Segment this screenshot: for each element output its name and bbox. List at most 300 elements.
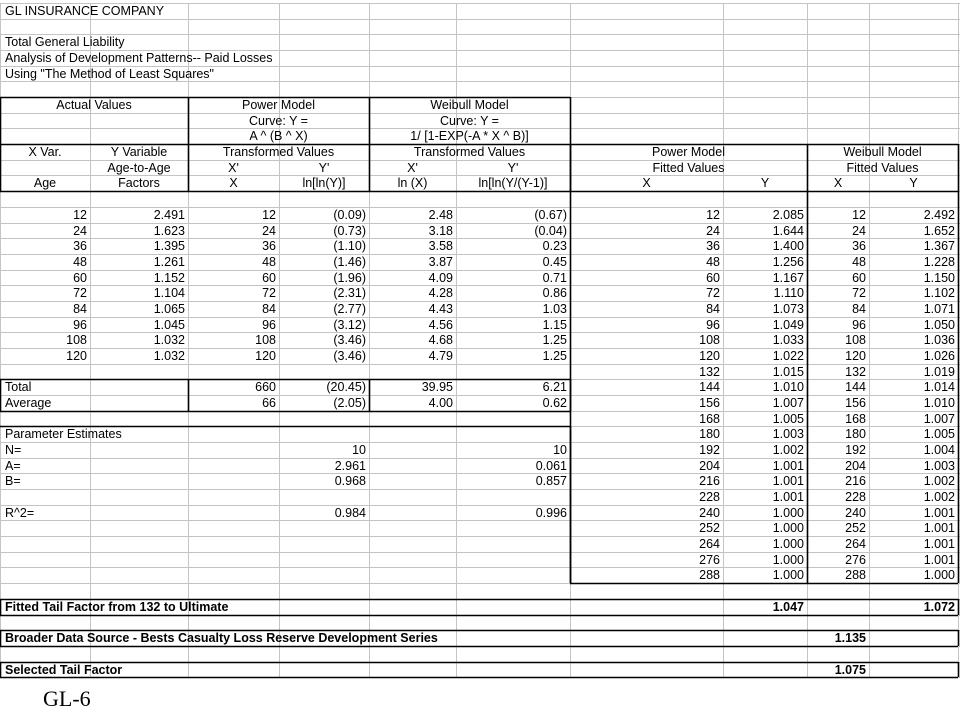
fitted-cell-text: 1.014 bbox=[923, 380, 955, 395]
parameter-power-value bbox=[279, 474, 369, 489]
header-power-model bbox=[188, 98, 369, 113]
fitted-cell-text: 1.071 bbox=[923, 302, 955, 317]
fitted-tail-power bbox=[723, 600, 807, 615]
fitted-cell bbox=[807, 380, 869, 395]
fitted-cell-text: 1.002 bbox=[923, 490, 955, 505]
fitted-cell bbox=[807, 521, 869, 536]
data-cell bbox=[188, 239, 279, 254]
fitted-cell-text: 168 bbox=[845, 411, 866, 426]
fitted-cell-text: 252 bbox=[845, 521, 866, 536]
fitted-cell bbox=[807, 537, 869, 552]
data-cell bbox=[188, 224, 279, 238]
report-title-2-text: Analysis of Development Patterns-- Paid Losses bbox=[5, 51, 273, 66]
fitted-cell-text: 240 bbox=[845, 505, 866, 520]
fitted-cell-text: 276 bbox=[699, 552, 720, 567]
data-cell bbox=[90, 349, 188, 364]
data-cell bbox=[456, 224, 570, 238]
fitted-cell bbox=[570, 537, 723, 552]
data-cell bbox=[188, 349, 279, 364]
data-cell-text: 0.86 bbox=[542, 286, 567, 301]
fitted-cell-text: 1.000 bbox=[772, 552, 804, 567]
data-cell-text: 120 bbox=[255, 349, 276, 364]
average-value-text: 0.62 bbox=[542, 396, 567, 411]
header-power-fitted-values-text: Fitted Values bbox=[652, 160, 725, 175]
data-cell bbox=[369, 208, 456, 223]
fitted-cell-text: 204 bbox=[699, 458, 720, 473]
data-cell-text: 60 bbox=[73, 270, 87, 285]
fitted-cell-text: 1.001 bbox=[772, 490, 804, 505]
broader-data-value bbox=[807, 631, 869, 646]
average-value bbox=[456, 396, 570, 411]
fitted-cell bbox=[570, 396, 723, 411]
header-factors-text: Factors bbox=[118, 176, 160, 191]
fitted-cell-text: 1.007 bbox=[772, 396, 804, 411]
data-cell bbox=[188, 286, 279, 301]
header-power-x-prime bbox=[188, 161, 279, 175]
average-value-text: 4.00 bbox=[428, 396, 453, 411]
fitted-cell bbox=[869, 239, 958, 254]
fitted-cell bbox=[723, 537, 807, 552]
fitted-cell bbox=[807, 459, 869, 473]
fitted-cell-text: 288 bbox=[845, 568, 866, 583]
fitted-cell-text: 36 bbox=[706, 239, 720, 254]
fitted-cell-text: 216 bbox=[699, 474, 720, 489]
data-cell-text: 120 bbox=[66, 349, 87, 364]
fitted-cell bbox=[723, 474, 807, 489]
fitted-cell bbox=[869, 302, 958, 317]
data-cell-text: (3.46) bbox=[333, 349, 366, 364]
data-cell-text: 3.87 bbox=[428, 255, 453, 270]
data-cell bbox=[0, 239, 90, 254]
company-name-text: GL INSURANCE COMPANY bbox=[5, 4, 165, 19]
header-weibull-model-text: Weibull Model bbox=[430, 98, 509, 113]
data-cell-text: 4.68 bbox=[428, 333, 453, 348]
data-cell-text: 36 bbox=[262, 239, 276, 254]
data-cell bbox=[0, 318, 90, 332]
broader-data-value-text: 1.135 bbox=[834, 631, 866, 646]
data-cell-text: 2.491 bbox=[153, 208, 185, 223]
fitted-cell-text: 1.400 bbox=[772, 239, 804, 254]
fitted-cell bbox=[570, 349, 723, 364]
fitted-cell-text: 1.652 bbox=[923, 223, 955, 238]
fitted-cell-text: 1.110 bbox=[773, 286, 804, 301]
fitted-cell bbox=[869, 459, 958, 473]
average-value bbox=[369, 396, 456, 411]
fitted-cell bbox=[723, 412, 807, 426]
parameter-power-value bbox=[279, 506, 369, 520]
fitted-cell-text: 156 bbox=[699, 396, 720, 411]
header-age-to-age bbox=[90, 161, 188, 175]
fitted-cell-text: 180 bbox=[699, 427, 720, 442]
fitted-cell bbox=[570, 286, 723, 301]
data-cell bbox=[456, 318, 570, 332]
data-cell-text: 4.79 bbox=[428, 349, 453, 364]
header-power-y-prime bbox=[279, 161, 369, 175]
fitted-cell-text: 1.001 bbox=[923, 505, 955, 520]
parameter-label bbox=[0, 474, 188, 489]
data-cell-text: 1.25 bbox=[542, 349, 567, 364]
fitted-cell-text: 1.036 bbox=[923, 333, 955, 348]
parameter-weibull-value bbox=[456, 474, 570, 489]
fitted-cell bbox=[723, 427, 807, 442]
selected-tail-value-text: 1.075 bbox=[834, 662, 866, 677]
fitted-cell-text: 1.073 bbox=[772, 302, 804, 317]
data-cell-text: (1.96) bbox=[333, 270, 366, 285]
data-cell-text: (0.04) bbox=[534, 223, 567, 238]
total-value bbox=[369, 380, 456, 395]
fitted-cell bbox=[570, 302, 723, 317]
parameter-power-value-text: 0.984 bbox=[334, 505, 366, 520]
fitted-cell-text: 36 bbox=[852, 239, 866, 254]
data-cell-text: 1.104 bbox=[153, 286, 185, 301]
fitted-cell bbox=[869, 396, 958, 411]
header-power-lnln-text: ln[ln(Y)] bbox=[302, 176, 346, 191]
fitted-cell-text: 1.002 bbox=[772, 443, 804, 458]
header-fitted-weibull-model-text: Weibull Model bbox=[843, 145, 922, 160]
data-cell-text: 36 bbox=[73, 239, 87, 254]
data-cell-text: 1.032 bbox=[153, 349, 185, 364]
fitted-cell-text: 84 bbox=[852, 302, 866, 317]
fitted-cell bbox=[807, 255, 869, 270]
average-label-text: Average bbox=[5, 396, 52, 411]
fitted-cell bbox=[570, 333, 723, 348]
data-cell bbox=[369, 255, 456, 270]
data-cell-text: 4.43 bbox=[428, 302, 453, 317]
data-cell-text: 1.032 bbox=[153, 333, 185, 348]
data-cell bbox=[0, 271, 90, 285]
fitted-cell-text: 60 bbox=[852, 270, 866, 285]
fitted-cell bbox=[723, 255, 807, 270]
fitted-cell-text: 1.005 bbox=[772, 411, 804, 426]
fitted-cell-text: 1.050 bbox=[923, 317, 955, 332]
fitted-cell bbox=[807, 365, 869, 379]
data-cell-text: 48 bbox=[73, 255, 87, 270]
data-cell bbox=[279, 333, 369, 348]
header-power-curve bbox=[188, 114, 369, 128]
fitted-cell bbox=[807, 474, 869, 489]
fitted-cell-text: 1.003 bbox=[923, 458, 955, 473]
fitted-cell-text: 192 bbox=[845, 443, 866, 458]
data-cell bbox=[369, 271, 456, 285]
slide-footer-label: GL-6 bbox=[43, 686, 91, 711]
total-value bbox=[456, 380, 570, 395]
header-weibull-transformed bbox=[369, 145, 570, 160]
fitted-cell bbox=[807, 412, 869, 426]
data-cell-text: 1.045 bbox=[153, 317, 185, 332]
fitted-cell bbox=[723, 396, 807, 411]
data-cell bbox=[188, 271, 279, 285]
fitted-cell-text: 1.019 bbox=[923, 364, 955, 379]
header-weibull-fitted-values-text: Fitted Values bbox=[846, 160, 919, 175]
fitted-cell-text: 156 bbox=[845, 396, 866, 411]
header-y-variable-text: Y Variable bbox=[110, 145, 168, 160]
fitted-cell bbox=[869, 318, 958, 332]
header-power-lnln bbox=[279, 176, 369, 191]
fitted-cell-text: 288 bbox=[699, 568, 720, 583]
average-value-text: (2.05) bbox=[333, 396, 366, 411]
parameter-weibull-value bbox=[456, 459, 570, 473]
fitted-cell-text: 60 bbox=[706, 270, 720, 285]
header-weibull-fitted-x bbox=[807, 176, 869, 191]
parameter-label-text: N= bbox=[5, 443, 22, 458]
parameter-weibull-value-text: 0.061 bbox=[535, 458, 567, 473]
data-cell bbox=[0, 255, 90, 270]
fitted-cell-text: 108 bbox=[845, 333, 866, 348]
parameter-label bbox=[0, 443, 188, 458]
data-cell bbox=[456, 333, 570, 348]
fitted-cell-text: 96 bbox=[706, 317, 720, 332]
fitted-cell bbox=[869, 380, 958, 395]
header-power-x bbox=[188, 176, 279, 191]
fitted-cell-text: 240 bbox=[699, 505, 720, 520]
report-title-3 bbox=[0, 67, 369, 81]
total-value bbox=[279, 380, 369, 395]
company-name bbox=[0, 4, 369, 19]
fitted-cell bbox=[723, 521, 807, 536]
fitted-cell-text: 1.022 bbox=[772, 349, 804, 364]
total-value-text: 6.21 bbox=[542, 380, 567, 395]
data-cell-text: 60 bbox=[262, 270, 276, 285]
data-cell-text: 2.48 bbox=[428, 208, 453, 223]
fitted-cell bbox=[869, 443, 958, 458]
fitted-cell-text: 12 bbox=[706, 208, 720, 223]
fitted-tail-power-text: 1.047 bbox=[772, 600, 804, 615]
header-weibull-y-prime bbox=[456, 161, 570, 175]
parameter-estimates-title-text: Parameter Estimates bbox=[5, 427, 122, 442]
fitted-cell-text: 1.000 bbox=[772, 537, 804, 552]
fitted-cell-text: 1.026 bbox=[923, 349, 955, 364]
fitted-cell-text: 1.001 bbox=[923, 521, 955, 536]
fitted-cell bbox=[570, 412, 723, 426]
fitted-cell bbox=[869, 553, 958, 567]
average-value bbox=[279, 396, 369, 411]
broader-data-label bbox=[0, 631, 723, 646]
header-power-model-text: Power Model bbox=[242, 98, 315, 113]
average-label bbox=[0, 396, 188, 411]
parameter-power-value-text: 0.968 bbox=[334, 474, 366, 489]
header-weibull-lnx bbox=[369, 176, 456, 191]
header-x-var bbox=[0, 145, 90, 160]
header-power-x-prime-text: X' bbox=[228, 160, 239, 175]
header-age-text: Age bbox=[33, 176, 57, 191]
parameter-estimates-title bbox=[0, 427, 279, 442]
data-cell bbox=[0, 333, 90, 348]
header-weibull-lnln bbox=[456, 176, 570, 191]
fitted-cell-text: 1.000 bbox=[772, 568, 804, 583]
data-cell-text: 108 bbox=[255, 333, 276, 348]
data-cell-text: 4.56 bbox=[428, 317, 453, 332]
header-power-formula-text: A ^ (B ^ X) bbox=[249, 129, 308, 144]
fitted-cell bbox=[869, 365, 958, 379]
data-cell bbox=[90, 224, 188, 238]
data-cell-text: 72 bbox=[262, 286, 276, 301]
parameter-power-value bbox=[279, 459, 369, 473]
fitted-cell bbox=[723, 271, 807, 285]
fitted-tail-label-text: Fitted Tail Factor from 132 to Ultimate bbox=[5, 600, 229, 615]
fitted-cell-text: 1.049 bbox=[772, 317, 804, 332]
data-cell-text: 12 bbox=[73, 208, 87, 223]
header-fitted-weibull-model bbox=[807, 145, 958, 160]
data-cell bbox=[90, 239, 188, 254]
fitted-cell-text: 1.001 bbox=[923, 537, 955, 552]
fitted-cell-text: 1.005 bbox=[923, 427, 955, 442]
total-value bbox=[188, 380, 279, 395]
parameter-weibull-value bbox=[456, 443, 570, 458]
data-cell bbox=[0, 224, 90, 238]
fitted-cell bbox=[807, 349, 869, 364]
fitted-cell-text: 180 bbox=[845, 427, 866, 442]
fitted-cell bbox=[807, 302, 869, 317]
fitted-cell bbox=[807, 427, 869, 442]
data-cell bbox=[279, 302, 369, 317]
header-weibull-model bbox=[369, 98, 570, 113]
header-weibull-y-prime-text: Y' bbox=[507, 160, 519, 175]
fitted-cell bbox=[723, 208, 807, 223]
header-weibull-transformed-text: Transformed Values bbox=[413, 145, 526, 160]
data-cell-text: (1.46) bbox=[333, 255, 366, 270]
data-cell bbox=[369, 302, 456, 317]
fitted-cell-text: 276 bbox=[845, 552, 866, 567]
fitted-cell bbox=[807, 224, 869, 238]
data-cell-text: 1.15 bbox=[542, 317, 567, 332]
data-cell bbox=[90, 255, 188, 270]
fitted-cell-text: 168 bbox=[699, 411, 720, 426]
fitted-cell bbox=[570, 553, 723, 567]
fitted-cell-text: 1.102 bbox=[923, 286, 955, 301]
fitted-cell bbox=[869, 349, 958, 364]
fitted-cell-text: 1.000 bbox=[923, 568, 955, 583]
data-cell-text: 0.71 bbox=[542, 270, 567, 285]
data-cell-text: 84 bbox=[73, 302, 87, 317]
header-power-formula bbox=[188, 129, 369, 144]
fitted-cell bbox=[807, 396, 869, 411]
data-cell-text: 24 bbox=[73, 223, 87, 238]
data-cell bbox=[369, 318, 456, 332]
fitted-cell-text: 216 bbox=[845, 474, 866, 489]
fitted-cell bbox=[869, 224, 958, 238]
fitted-cell bbox=[723, 380, 807, 395]
fitted-cell-text: 1.007 bbox=[923, 411, 955, 426]
data-cell bbox=[279, 286, 369, 301]
fitted-cell-text: 1.003 bbox=[772, 427, 804, 442]
data-cell-text: 1.623 bbox=[153, 223, 185, 238]
parameter-power-value-text: 2.961 bbox=[334, 458, 366, 473]
data-cell bbox=[188, 333, 279, 348]
header-weibull-fitted-y bbox=[869, 176, 958, 191]
fitted-cell-text: 24 bbox=[706, 223, 720, 238]
data-cell-text: 48 bbox=[262, 255, 276, 270]
fitted-cell-text: 1.001 bbox=[772, 474, 804, 489]
fitted-cell bbox=[869, 255, 958, 270]
data-cell bbox=[0, 286, 90, 301]
data-cell-text: 0.23 bbox=[542, 239, 567, 254]
data-cell-text: 3.58 bbox=[428, 239, 453, 254]
data-cell bbox=[456, 255, 570, 270]
fitted-cell bbox=[570, 521, 723, 536]
data-cell-text: (2.77) bbox=[333, 302, 366, 317]
data-cell-text: 96 bbox=[262, 317, 276, 332]
header-power-fitted-values bbox=[570, 161, 807, 175]
fitted-cell bbox=[570, 224, 723, 238]
data-cell-text: 4.28 bbox=[428, 286, 453, 301]
data-cell bbox=[90, 318, 188, 332]
data-cell-text: 1.395 bbox=[153, 239, 185, 254]
parameter-label bbox=[0, 506, 188, 520]
header-power-fitted-y-text: Y bbox=[760, 176, 770, 191]
data-cell bbox=[188, 208, 279, 223]
parameter-label-text: R^2= bbox=[5, 505, 35, 520]
data-cell-text: 72 bbox=[73, 286, 87, 301]
data-cell bbox=[188, 318, 279, 332]
fitted-cell bbox=[570, 380, 723, 395]
selected-tail-label bbox=[0, 663, 369, 677]
parameter-weibull-value-text: 10 bbox=[553, 443, 567, 458]
header-age-to-age-text: Age-to-Age bbox=[107, 160, 171, 175]
data-cell-text: 84 bbox=[262, 302, 276, 317]
fitted-cell-text: 2.492 bbox=[923, 208, 955, 223]
data-cell-text: 1.03 bbox=[542, 302, 567, 317]
fitted-cell-text: 1.010 bbox=[772, 380, 804, 395]
fitted-cell-text: 192 bbox=[699, 443, 720, 458]
fitted-cell bbox=[869, 521, 958, 536]
fitted-cell-text: 84 bbox=[706, 302, 720, 317]
data-cell-text: (0.09) bbox=[333, 208, 366, 223]
data-cell-text: 108 bbox=[66, 333, 87, 348]
parameter-weibull-value-text: 0.996 bbox=[535, 505, 567, 520]
fitted-cell bbox=[869, 427, 958, 442]
fitted-cell bbox=[807, 506, 869, 520]
fitted-cell-text: 132 bbox=[845, 364, 866, 379]
fitted-cell bbox=[869, 537, 958, 552]
header-power-fitted-x bbox=[570, 176, 723, 191]
fitted-cell-text: 1.367 bbox=[923, 239, 955, 254]
data-cell-text: (0.73) bbox=[333, 223, 366, 238]
fitted-cell bbox=[723, 224, 807, 238]
data-cell-text: 0.45 bbox=[542, 255, 567, 270]
fitted-cell-text: 204 bbox=[845, 458, 866, 473]
fitted-cell bbox=[570, 239, 723, 254]
fitted-cell-text: 1.002 bbox=[923, 474, 955, 489]
header-actual-values-text: Actual Values bbox=[56, 98, 132, 113]
fitted-cell-text: 2.085 bbox=[772, 208, 804, 223]
fitted-cell bbox=[723, 349, 807, 364]
fitted-cell-text: 1.150 bbox=[923, 270, 955, 285]
data-cell bbox=[0, 208, 90, 223]
header-age bbox=[0, 176, 90, 191]
fitted-cell bbox=[723, 506, 807, 520]
data-cell-text: 12 bbox=[262, 208, 276, 223]
header-weibull-curve-text: Curve: Y = bbox=[440, 113, 499, 128]
parameter-weibull-value bbox=[456, 506, 570, 520]
fitted-tail-weibull bbox=[869, 600, 958, 615]
fitted-cell bbox=[570, 318, 723, 332]
data-cell bbox=[279, 239, 369, 254]
fitted-cell-text: 24 bbox=[852, 223, 866, 238]
fitted-cell bbox=[723, 318, 807, 332]
fitted-cell-text: 1.001 bbox=[772, 458, 804, 473]
parameter-power-value-text: 10 bbox=[352, 443, 366, 458]
data-cell bbox=[369, 239, 456, 254]
header-weibull-lnln-text: ln[ln(Y/(Y-1)] bbox=[478, 176, 548, 191]
average-value-text: 66 bbox=[262, 396, 276, 411]
parameter-label-text: B= bbox=[5, 474, 21, 489]
data-cell-text: 3.18 bbox=[428, 223, 453, 238]
fitted-cell bbox=[723, 459, 807, 473]
fitted-cell bbox=[723, 286, 807, 301]
data-cell bbox=[90, 286, 188, 301]
fitted-cell-text: 228 bbox=[845, 490, 866, 505]
fitted-cell-text: 1.033 bbox=[772, 333, 804, 348]
